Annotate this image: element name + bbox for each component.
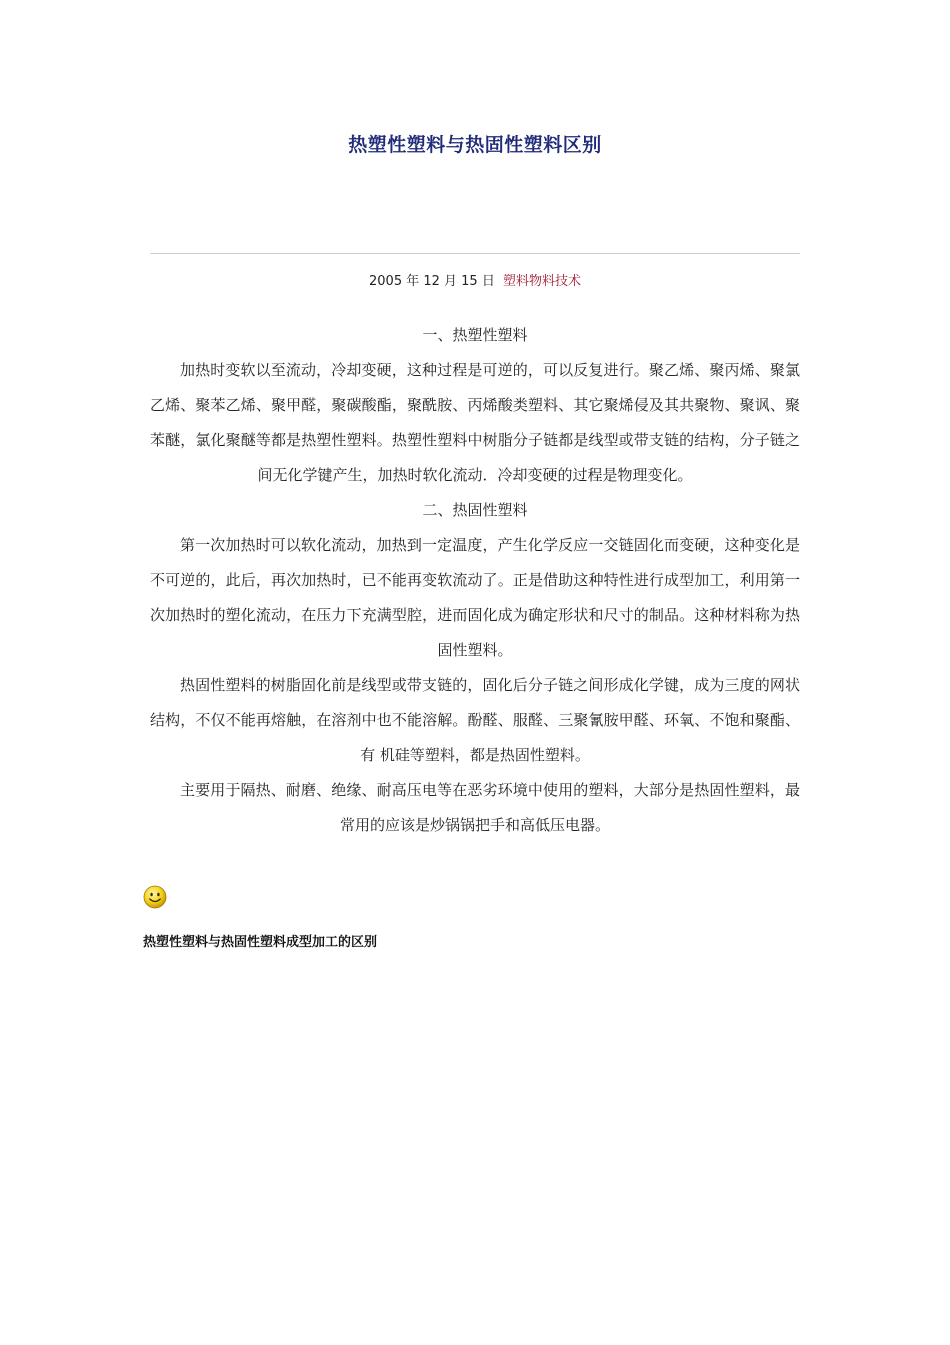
category-link[interactable]: 塑料物料技术 — [502, 274, 581, 289]
article-title: 热塑性塑料与热固性塑料区别 — [348, 134, 602, 156]
paragraph: 主要用于隔热、耐磨、绝缘、耐高压电等在恶劣环境中使用的塑料，大部分是热固性塑料，最常用的应该是炒锅锅把手和高低压电器。 — [180, 781, 800, 834]
divider — [150, 253, 800, 254]
paragraph: 第一次加热时可以软化流动，加热到一定温度，产生化学反应一交链固化而变硬，这种变化是不可逆的，此后，再次加热时，已不能再变软流动了。正是借助这种特性进行成型加工，利用第一次加热时的塑化流动，在压力下充满型腔，进而固化成为确定形状和尺寸的制品。这种材料称为热固性塑料。 — [150, 536, 800, 659]
related-article-title[interactable]: 热塑性塑料与热固性塑料成型加工的区别 — [143, 935, 378, 950]
article-body — [150, 318, 800, 843]
article-meta — [0, 270, 950, 289]
section-heading: 二、热固性塑料 — [422, 501, 528, 519]
article-date: 2005 年 12 月 15 日 — [369, 274, 495, 289]
paragraph: 热固性塑料的树脂固化前是线型或带支链的，固化后分子链之间形成化学键，成为三度的网状结构，不仅不能再熔触，在溶剂中也不能溶解。酚醛、服醛、三聚氰胺甲醛、环氧、不饱和聚酯、有 机硅等塑料，都是热固性塑料。 — [150, 676, 800, 764]
paragraph: 加热时变软以至流动，冷却变硬，这种过程是可逆的，可以反复进行。聚乙烯、聚丙烯、聚氯乙烯、聚苯乙烯、聚甲醛，聚碳酸酯，聚酰胺、丙烯酸类塑料、其它聚烯侵及其共聚物、聚讽、聚苯醚，氯化聚醚等都是热塑性塑料。热塑性塑料中树脂分子链都是线型或带支链的结构，分子链之间无化学键产生，加热时软化流动．冷却变硬的过程是物理变化。 — [150, 361, 800, 484]
section-heading: 一、热塑性塑料 — [422, 326, 528, 344]
smiley-icon — [143, 885, 167, 909]
